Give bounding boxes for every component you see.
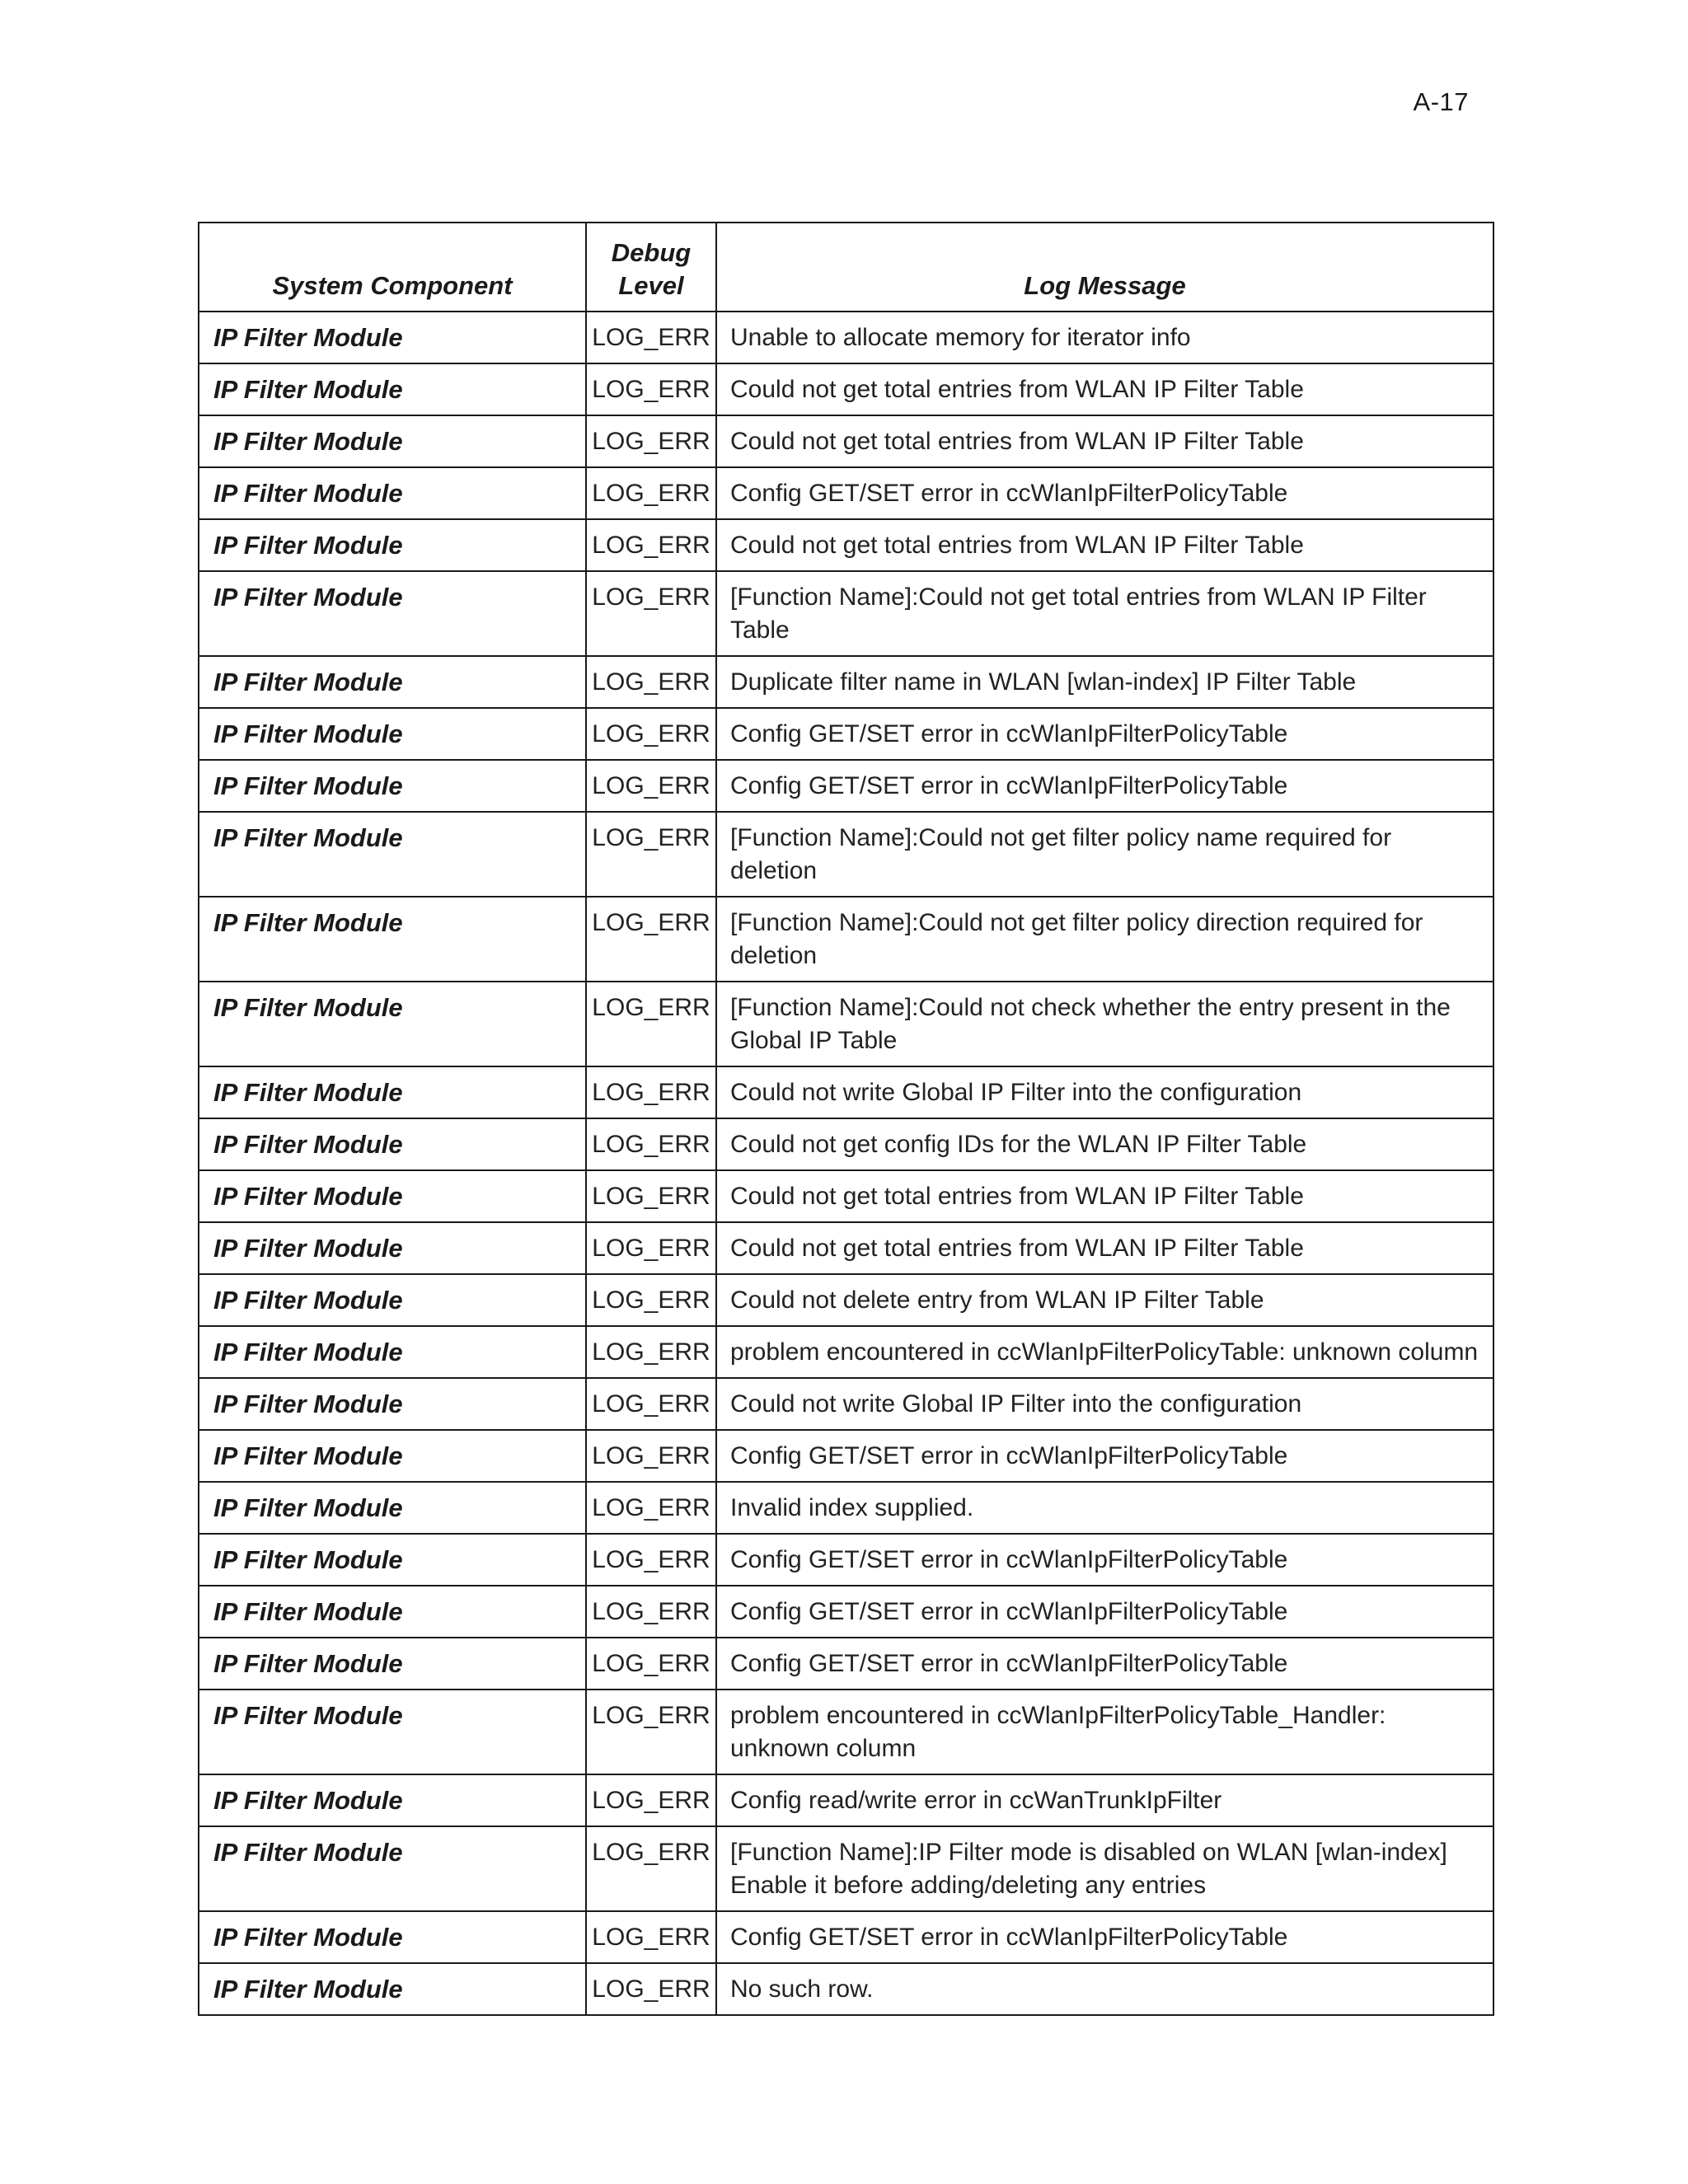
cell-debug-level: LOG_ERR (586, 1534, 716, 1586)
cell-system-component: IP Filter Module (199, 1963, 586, 2015)
cell-debug-level: LOG_ERR (586, 982, 716, 1066)
cell-debug-level: LOG_ERR (586, 1274, 716, 1326)
cell-system-component: IP Filter Module (199, 1911, 586, 1963)
cell-debug-level: LOG_ERR (586, 1378, 716, 1430)
cell-log-message: Could not write Global IP Filter into the configuration (716, 1066, 1493, 1118)
cell-debug-level: LOG_ERR (586, 363, 716, 415)
cell-system-component: IP Filter Module (199, 1482, 586, 1534)
cell-debug-level: LOG_ERR (586, 708, 716, 760)
cell-debug-level: LOG_ERR (586, 1963, 716, 2015)
cell-system-component: IP Filter Module (199, 519, 586, 571)
cell-debug-level: LOG_ERR (586, 812, 716, 897)
table-row (199, 1534, 1493, 1586)
table-row (199, 982, 1493, 1066)
cell-system-component: IP Filter Module (199, 415, 586, 467)
cell-system-component: IP Filter Module (199, 363, 586, 415)
cell-debug-level: LOG_ERR (586, 1690, 716, 1774)
cell-log-message: Config GET/SET error in ccWlanIpFilterPolicyTable (716, 1534, 1493, 1586)
table-row (199, 656, 1493, 708)
cell-debug-level: LOG_ERR (586, 1586, 716, 1638)
header-log-message (716, 223, 1493, 312)
cell-log-message: Duplicate filter name in WLAN [wlan-index] IP Filter Table (716, 656, 1493, 708)
cell-system-component: IP Filter Module (199, 708, 586, 760)
cell-log-message: Config GET/SET error in ccWlanIpFilterPolicyTable (716, 1911, 1493, 1963)
table-body (199, 312, 1493, 2015)
cell-system-component: IP Filter Module (199, 571, 586, 656)
cell-debug-level: LOG_ERR (586, 1326, 716, 1378)
cell-system-component: IP Filter Module (199, 1170, 586, 1222)
cell-debug-level: LOG_ERR (586, 1826, 716, 1911)
cell-log-message: [Function Name]:Could not get filter policy name required for deletion (716, 812, 1493, 897)
cell-system-component: IP Filter Module (199, 760, 586, 812)
cell-debug-level: LOG_ERR (586, 519, 716, 571)
header-debug-level-line2: Level (618, 271, 684, 300)
table-row (199, 363, 1493, 415)
cell-debug-level: LOG_ERR (586, 656, 716, 708)
table-row (199, 1222, 1493, 1274)
cell-log-message: Could not write Global IP Filter into the configuration (716, 1378, 1493, 1430)
cell-debug-level: LOG_ERR (586, 760, 716, 812)
cell-system-component: IP Filter Module (199, 1826, 586, 1911)
cell-debug-level: LOG_ERR (586, 1911, 716, 1963)
header-debug-level-line1: Debug (611, 238, 692, 267)
cell-system-component: IP Filter Module (199, 1430, 586, 1482)
cell-log-message: Could not get total entries from WLAN IP Filter Table (716, 415, 1493, 467)
table-row (199, 812, 1493, 897)
table-row (199, 415, 1493, 467)
cell-log-message: No such row. (716, 1963, 1493, 2015)
cell-system-component: IP Filter Module (199, 812, 586, 897)
table-row (199, 1586, 1493, 1638)
table-row (199, 1430, 1493, 1482)
cell-system-component: IP Filter Module (199, 1274, 586, 1326)
cell-log-message: [Function Name]:Could not check whether the entry present in the Global IP Table (716, 982, 1493, 1066)
log-message-table (198, 222, 1494, 2016)
table-row (199, 1326, 1493, 1378)
cell-log-message: Invalid index supplied. (716, 1482, 1493, 1534)
cell-system-component: IP Filter Module (199, 1690, 586, 1774)
cell-system-component: IP Filter Module (199, 467, 586, 519)
cell-system-component: IP Filter Module (199, 1066, 586, 1118)
cell-system-component: IP Filter Module (199, 897, 586, 982)
cell-debug-level: LOG_ERR (586, 1430, 716, 1482)
cell-log-message: problem encountered in ccWlanIpFilterPolicyTable: unknown column (716, 1326, 1493, 1378)
cell-debug-level: LOG_ERR (586, 1638, 716, 1690)
table-row (199, 1638, 1493, 1690)
cell-log-message: Could not get total entries from WLAN IP Filter Table (716, 519, 1493, 571)
cell-log-message: Unable to allocate memory for iterator info (716, 312, 1493, 363)
cell-log-message: Could not get total entries from WLAN IP Filter Table (716, 363, 1493, 415)
header-system-component (199, 223, 586, 312)
cell-log-message: Config GET/SET error in ccWlanIpFilterPolicyTable (716, 1638, 1493, 1690)
table-row (199, 571, 1493, 656)
table-row (199, 897, 1493, 982)
cell-log-message: Config GET/SET error in ccWlanIpFilterPolicyTable (716, 467, 1493, 519)
cell-debug-level: LOG_ERR (586, 1170, 716, 1222)
table-row (199, 760, 1493, 812)
table-row (199, 1826, 1493, 1911)
cell-log-message: Could not get config IDs for the WLAN IP Filter Table (716, 1118, 1493, 1170)
cell-system-component: IP Filter Module (199, 1774, 586, 1826)
cell-system-component: IP Filter Module (199, 1222, 586, 1274)
cell-log-message: [Function Name]:Could not get filter policy direction required for deletion (716, 897, 1493, 982)
table-row (199, 708, 1493, 760)
table-row (199, 1482, 1493, 1534)
cell-system-component: IP Filter Module (199, 1638, 586, 1690)
cell-debug-level: LOG_ERR (586, 415, 716, 467)
table-row (199, 519, 1493, 571)
cell-log-message: [Function Name]:Could not get total entries from WLAN IP Filter Table (716, 571, 1493, 656)
table-row (199, 1911, 1493, 1963)
cell-system-component: IP Filter Module (199, 1326, 586, 1378)
cell-log-message: [Function Name]:IP Filter mode is disabled on WLAN [wlan-index] Enable it before adding/deleting any entries (716, 1826, 1493, 1911)
table-row (199, 312, 1493, 363)
table-row (199, 1963, 1493, 2015)
header-row (199, 223, 1493, 312)
cell-log-message: Config GET/SET error in ccWlanIpFilterPolicyTable (716, 708, 1493, 760)
page-number: A-17 (1413, 87, 1469, 116)
cell-system-component: IP Filter Module (199, 1378, 586, 1430)
cell-debug-level: LOG_ERR (586, 1066, 716, 1118)
cell-system-component: IP Filter Module (199, 1118, 586, 1170)
cell-log-message: Could not delete entry from WLAN IP Filter Table (716, 1274, 1493, 1326)
cell-debug-level: LOG_ERR (586, 1482, 716, 1534)
table-header (199, 223, 1493, 312)
table-row (199, 1774, 1493, 1826)
table-row (199, 1066, 1493, 1118)
cell-system-component: IP Filter Module (199, 1534, 586, 1586)
table-row (199, 1690, 1493, 1774)
cell-system-component: IP Filter Module (199, 1586, 586, 1638)
cell-system-component: IP Filter Module (199, 312, 586, 363)
cell-system-component: IP Filter Module (199, 656, 586, 708)
cell-debug-level: LOG_ERR (586, 1222, 716, 1274)
table-row (199, 1274, 1493, 1326)
header-system-component-label: System Component (272, 271, 513, 300)
cell-debug-level: LOG_ERR (586, 1774, 716, 1826)
table-row (199, 1378, 1493, 1430)
cell-debug-level: LOG_ERR (586, 467, 716, 519)
cell-log-message: Config GET/SET error in ccWlanIpFilterPolicyTable (716, 1586, 1493, 1638)
cell-debug-level: LOG_ERR (586, 1118, 716, 1170)
header-log-message-label: Log Message (1024, 271, 1186, 300)
table-row (199, 1118, 1493, 1170)
cell-log-message: Could not get total entries from WLAN IP Filter Table (716, 1222, 1493, 1274)
table-row (199, 1170, 1493, 1222)
cell-log-message: Config read/write error in ccWanTrunkIpFilter (716, 1774, 1493, 1826)
cell-debug-level: LOG_ERR (586, 312, 716, 363)
header-debug-level (586, 223, 716, 312)
cell-debug-level: LOG_ERR (586, 571, 716, 656)
cell-log-message: Could not get total entries from WLAN IP Filter Table (716, 1170, 1493, 1222)
cell-log-message: Config GET/SET error in ccWlanIpFilterPolicyTable (716, 1430, 1493, 1482)
cell-log-message: Config GET/SET error in ccWlanIpFilterPolicyTable (716, 760, 1493, 812)
cell-system-component: IP Filter Module (199, 982, 586, 1066)
table-row (199, 467, 1493, 519)
cell-debug-level: LOG_ERR (586, 897, 716, 982)
cell-log-message: problem encountered in ccWlanIpFilterPolicyTable_Handler: unknown column (716, 1690, 1493, 1774)
